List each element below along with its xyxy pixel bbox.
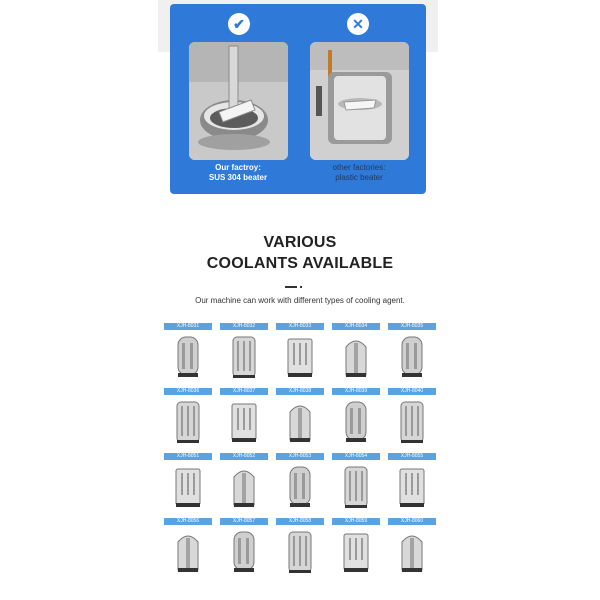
model-card [220, 518, 268, 580]
section-title-line1: VARIOUS [263, 234, 337, 251]
coolant-blade-image [164, 465, 212, 513]
coolant-blade-image [388, 335, 436, 383]
coolant-blade-image [388, 465, 436, 513]
title-divider-dot [300, 286, 302, 288]
coolant-blade-image [388, 530, 436, 578]
model-code-label: XJH-8034 [332, 323, 380, 330]
model-code-label: XJH-8057 [220, 518, 268, 525]
model-code-label: XJH-8031 [164, 323, 212, 330]
right-caption-line1: other factories: [332, 163, 386, 172]
coolant-blade-image [164, 400, 212, 448]
right-caption-line2: plastic beater [335, 173, 383, 182]
model-code-label: XJH-8035 [388, 323, 436, 330]
model-card [276, 518, 324, 580]
model-card [276, 323, 324, 385]
left-caption [183, 163, 293, 183]
model-card [332, 518, 380, 580]
model-code-label: XJH-8052 [220, 453, 268, 460]
coolant-blade-image [388, 400, 436, 448]
model-card [220, 453, 268, 515]
coolant-blade-image [276, 465, 324, 513]
model-code-label: XJH-8032 [220, 323, 268, 330]
model-card [164, 453, 212, 515]
model-card [276, 388, 324, 450]
coolant-blade-image [332, 400, 380, 448]
model-card [332, 323, 380, 385]
model-card [164, 518, 212, 580]
coolant-blade-image [276, 400, 324, 448]
left-caption-line1: Our factroy: [215, 163, 261, 172]
section-title-line2: COOLANTS AVAILABLE [206, 255, 394, 272]
coolant-blade-image [276, 530, 324, 578]
model-code-label: XJH-8036 [164, 388, 212, 395]
model-code-label: XJH-8053 [276, 453, 324, 460]
model-code-label: XJH-8054 [332, 453, 380, 460]
coolant-blade-image [220, 465, 268, 513]
beater-comparison-panel [170, 4, 426, 194]
coolant-blade-image [276, 335, 324, 383]
model-card [220, 388, 268, 450]
check-icon: ✔ [228, 13, 250, 35]
model-code-label: XJH-8058 [276, 518, 324, 525]
coolant-blade-image [220, 530, 268, 578]
model-card [388, 453, 436, 515]
coolant-blade-image [332, 335, 380, 383]
coolant-blade-image [220, 400, 268, 448]
model-code-label: XJH-8056 [164, 518, 212, 525]
model-card [276, 453, 324, 515]
model-code-label: XJH-8040 [388, 388, 436, 395]
section-subtitle: Our machine can work with different types of cooling agent. [195, 296, 405, 305]
model-card [332, 453, 380, 515]
left-caption-line2: SUS 304 beater [208, 173, 268, 182]
model-code-label: XJH-8060 [388, 518, 436, 525]
plastic-beater-photo [310, 42, 409, 160]
coolant-blade-image [220, 335, 268, 383]
model-card [388, 518, 436, 580]
model-card [164, 388, 212, 450]
title-divider [285, 286, 297, 288]
x-icon: ✕ [347, 13, 369, 35]
model-card [164, 323, 212, 385]
coolant-blade-image [164, 335, 212, 383]
coolant-blade-image [164, 530, 212, 578]
steel-beater-photo [189, 42, 288, 160]
right-caption [304, 163, 414, 183]
model-card [388, 323, 436, 385]
model-code-label: XJH-8033 [276, 323, 324, 330]
coolant-blade-image [332, 465, 380, 513]
model-code-label: XJH-8055 [388, 453, 436, 460]
model-card [220, 323, 268, 385]
model-code-label: XJH-8051 [164, 453, 212, 460]
model-code-label: XJH-8039 [332, 388, 380, 395]
model-card [332, 388, 380, 450]
model-code-label: XJH-8037 [220, 388, 268, 395]
model-code-label: XJH-8059 [332, 518, 380, 525]
model-code-label: XJH-8038 [276, 388, 324, 395]
coolant-blade-image [332, 530, 380, 578]
model-card [388, 388, 436, 450]
